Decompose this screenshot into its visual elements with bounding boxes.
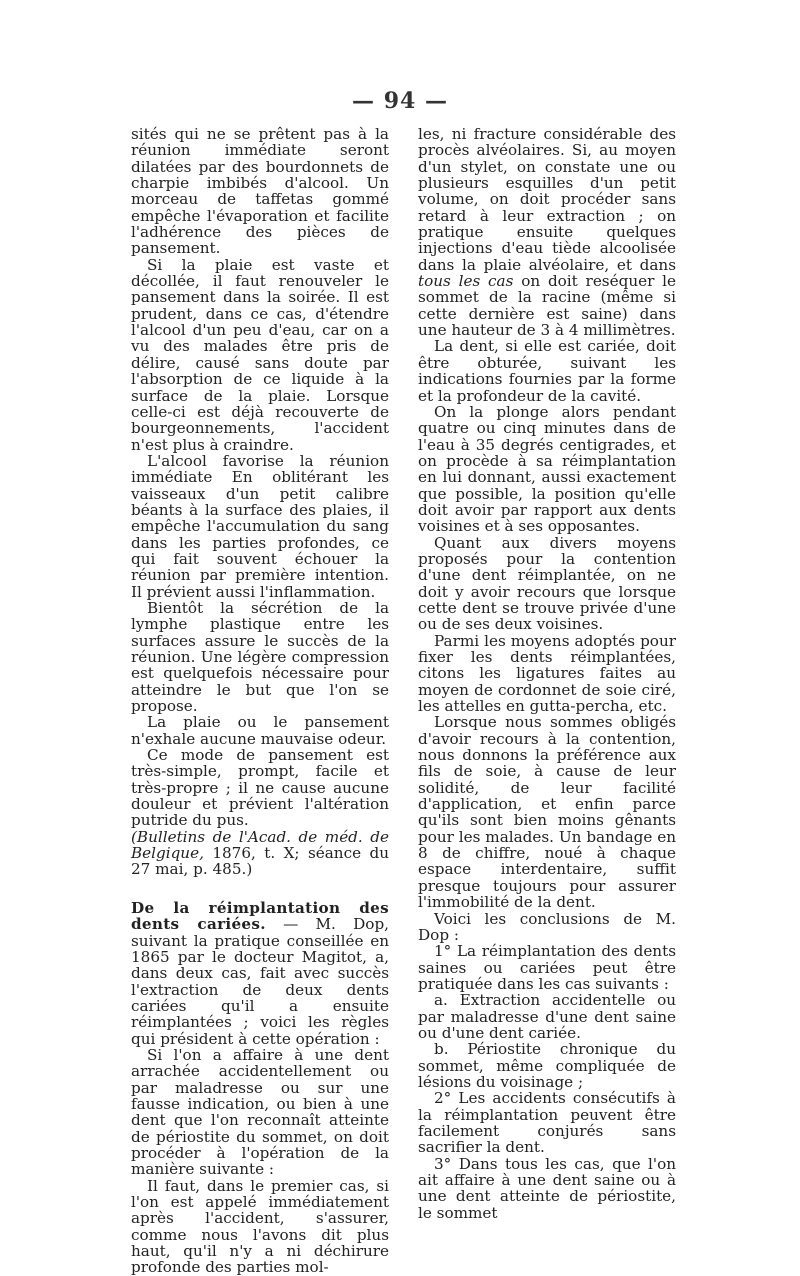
paragraph: Si la plaie est vaste et décollée, il faut renouveler le pansement dans la soirée. Il est prudent, dans ce cas, d'étendre l'alcool d'un peu d'eau, car on a vu des malades être pris de délire, causé sans doute par l'absorption de ce liquide à la surface de la plaie. Lorsque celle-ci est déjà recouverte de bourgeonnements, l'accident n'est plus à craindre. [131,255,389,454]
section-title: De la réimplantation des dents cariées. [131,898,389,934]
paragraph: Il faut, dans le premier cas, si l'on est appelé immédiatement après l'accident, s'assurer, comme nous l'avons dit plus haut, qu'il n'y a ni déchirure profonde des parties mol- [131,1176,389,1276]
paragraph: Parmi les moyens adoptés pour fixer les dents réimplantées, citons les ligatures faites au moyen de cordonnet de soie ciré, les attelles en gutta-percha, etc. [418,631,676,716]
page-number: — 94 — [352,88,448,114]
paragraph [418,126,676,338]
section-gap [131,878,389,900]
list-item: b. Périostite chronique du sommet, même compliquée de lésions du voisinage ; [418,1040,676,1091]
paragraph: Si l'on a affaire à une dent arrachée accidentellement ou par maladresse ou sur une fausse indication, ou bien à une dent que l'on reconnaît atteinte de périostite du sommet, on doit procéder à l'opération de la manière suivante : [131,1045,389,1179]
paragraph: Quant aux divers moyens proposés pour la contention d'une dent réimplantée, on ne doit y avoir recours que lorsque cette dent se trouve privée d'une ou de ses deux voisines. [418,533,676,634]
list-item: 2° Les accidents consécutifs à la réimplantation peuvent être facilement conjurés sans sacrifier la dent. [418,1089,676,1157]
emphasis-text: tous les cas [418,272,514,291]
paragraph: Lorsque nous sommes obligés d'avoir recours à la contention, nous donnons la préférence aux fils de soie, à cause de leur solidité, de leur facilité d'application, et enfin parce qu'ils sont bien moins gênants pour les malades. Un bandage en 8 de chiffre, noué à chaque espace interdentaire, suffit presque toujours pour assurer l'immobilité de la dent. [418,713,676,912]
paragraph: Ce mode de pansement est très-simple, prompt, facile et très-propre ; il ne cause aucune douleur et prévient l'altération putride du pus. [131,746,389,830]
paragraph: Voici les conclusions de M. Dop : [418,909,676,944]
paragraph-text: les, ni fracture considérable des procès alvéolaires. Si, au moyen d'un stylet, on constate une ou plusieurs esquilles d'un petit volume, on doit procéder sans retard à leur extraction ; on pratique ensuite quelques injections d'eau tiède alcoolisée dans la plaie alvéolaire, et dans [418,125,676,274]
list-item: 1° La réimplantation des dents saines ou cariées peut être pratiquée dans les cas suivants : [418,942,676,993]
section-paragraph [131,900,389,1047]
paragraph: On la plonge alors pendant quatre ou cinq minutes dans de l'eau à 35 degrés centigrades, et on procède à sa réimplantation en lui donnant, aussi exactement que possible, la position qu'elle doit avoir par rapport aux dents voisines et à ses opposantes. [418,402,676,536]
paragraph: sités qui ne se prêtent pas à la réunion immédiate seront dilatées par des bourdonnets de charpie imbibés d'alcool. Un morceau de taffetas gommé empêche l'évaporation et facilite l'adhérence des pièces de pansement. [131,125,389,258]
paragraph: La plaie ou le pansement n'exhale aucune mauvaise odeur. [131,713,389,748]
paragraph-text: on doit reséquer le sommet de la racine (même si cette dernière est saine) dans une hauteur de 3 à 4 millimètres. [418,272,676,340]
paragraph: L'alcool favorise la réunion immédiate En oblitérant les vaisseaux d'un petit calibre béants à la surface des plaies, il empêche l'accumulation du sang dans les parties profondes, ce qui fait souvent échouer la réunion par première intention. Il prévient aussi l'inflammation. [131,451,389,601]
citation-details: 1876, t. X; séance du 27 mai, p. 485.) [131,844,389,879]
paragraph: Bientôt la sécrétion de la lymphe plastique entre les surfaces assure le succès de la réunion. Une légère compression est quelquefois nécessaire pour atteindre le but que l'on se propose. [131,598,389,716]
paragraph: La dent, si elle est cariée, doit être obturée, suivant les indications fournies par la forme et la profondeur de la cavité. [418,337,676,405]
citation [131,829,389,878]
list-item: 3° Dans tous les cas, que l'on ait affaire à une dent saine ou à une dent atteinte de périostite, le sommet [418,1154,676,1222]
section-intro-text: — M. Dop, suivant la pratique conseillée en 1865 par le docteur Magitot, a, dans deux cas, fait avec succès l'extraction de deux dents cariées qu'il a ensuite réimplantées ; voici les règles qui président à cette opération : [131,915,390,1048]
left-column [131,126,389,1276]
citation-source: (Bulletins de l'Acad. de méd. de Belgique, [131,827,389,863]
list-item: a. Extraction accidentelle ou par maladresse d'une dent saine ou d'une dent cariée. [418,991,676,1042]
right-column [418,126,676,1221]
